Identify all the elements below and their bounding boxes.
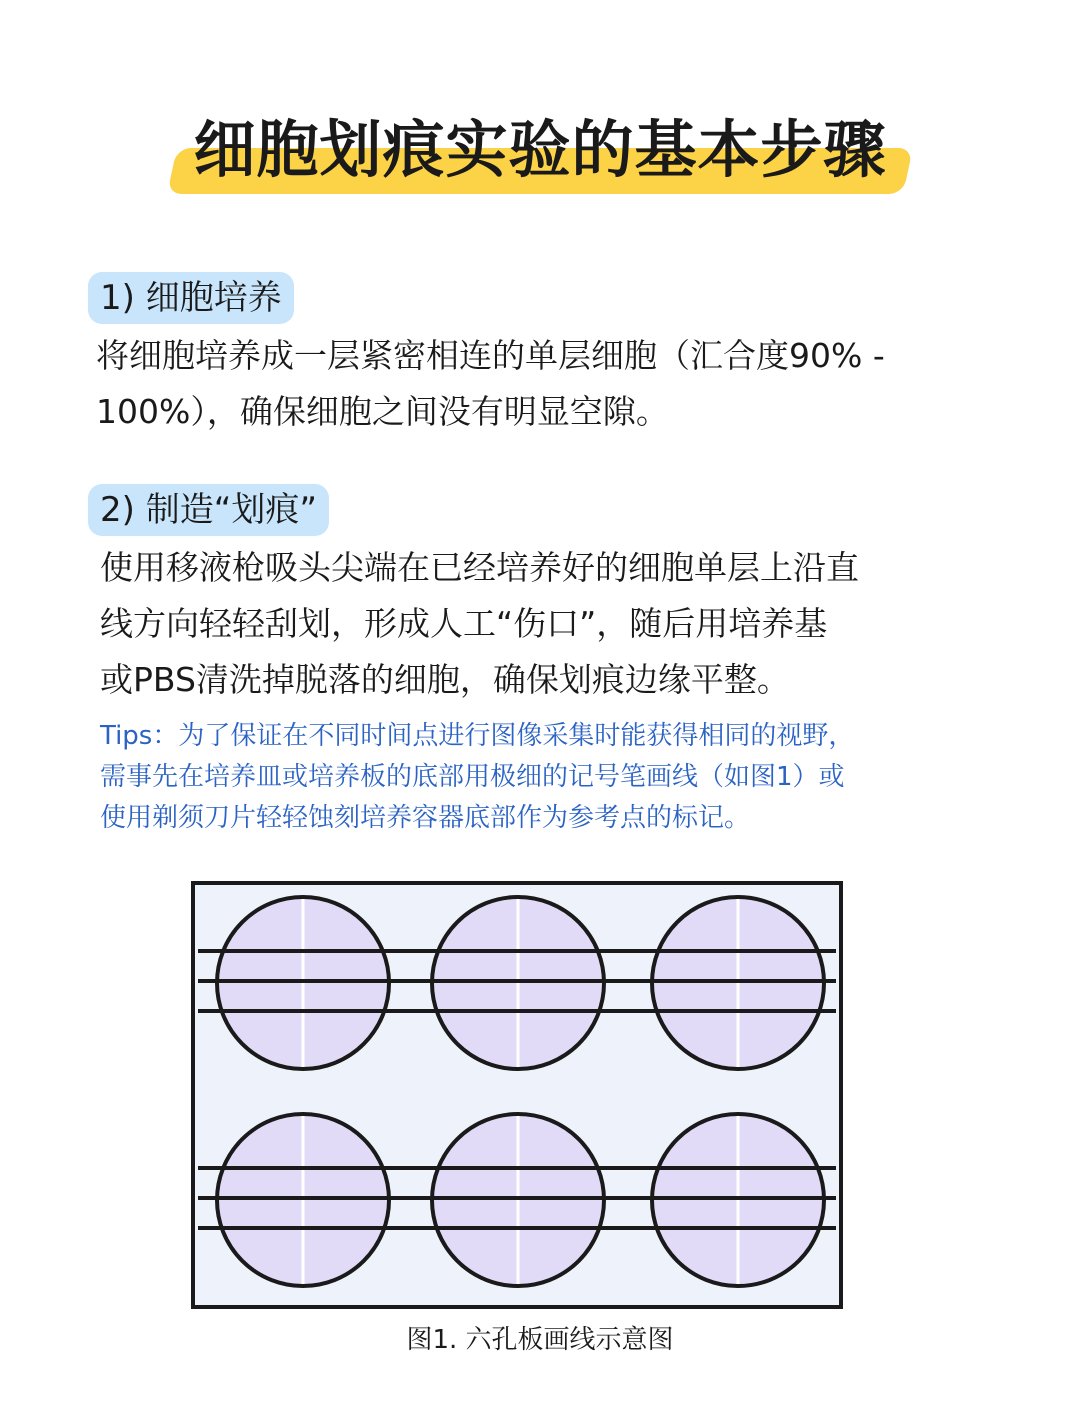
title-block xyxy=(0,108,1080,198)
six-well-plate-diagram xyxy=(180,870,860,1320)
text-line: 将细胞培养成一层紧密相连的单层细胞（汇合度90% - xyxy=(96,336,885,375)
section-heading-culture: 1) 细胞培养 xyxy=(88,272,294,324)
text-line: 使用移液枪吸头尖端在已经培养好的细胞单层上沿直 xyxy=(100,548,859,587)
tips-line: 需事先在培养皿或培养板的底部用极细的记号笔画线（如图1）或 xyxy=(100,762,845,792)
tips-line: 使用剃须刀片轻轻蚀刻培养容器底部作为参考点的标记。 xyxy=(100,803,751,833)
text-line: 100%），确保细胞之间没有明显空隙。 xyxy=(96,392,669,431)
section-body-culture xyxy=(96,328,885,440)
page-title: 细胞划痕实验的基本步骤 xyxy=(193,113,887,186)
tips-block xyxy=(100,716,854,839)
section-heading-scratch: 2) 制造“划痕” xyxy=(88,484,329,536)
text-line: 或PBS清洗掉脱落的细胞，确保划痕边缘平整。 xyxy=(100,660,790,699)
figure-caption: 图1. 六孔板画线示意图 xyxy=(406,1325,674,1355)
tips-line: Tips：为了保证在不同时间点进行图像采集时能获得相同的视野， xyxy=(100,721,855,751)
text-line: 线方向轻轻刮划，形成人工“伤口”，随后用培养基 xyxy=(100,604,828,643)
section-body-scratch xyxy=(100,540,859,708)
